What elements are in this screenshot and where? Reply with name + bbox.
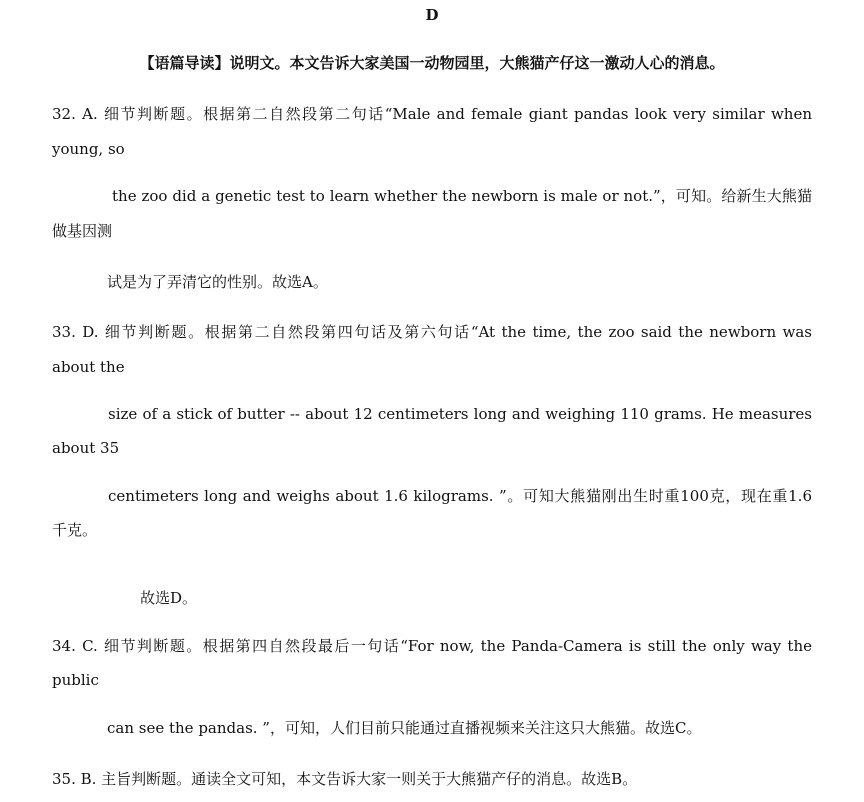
q34-line-1: 34. C. 细节判断题。根据第四自然段最后一句话“For now, the Panda-Camera is still the only way the: [52, 637, 812, 655]
q32-line-1: 32. A. 细节判断题。根据第二自然段第二句话“Male and female giant pandas look very similar when: [52, 105, 812, 123]
q35-line-1: 35. B. 主旨判断题。通读全文可知，本文告诉大家一则关于大熊猫产仔的消息。故选B。: [52, 770, 638, 788]
q33-line-6: 千克。: [52, 521, 98, 539]
q33-line-4: about 35: [52, 439, 120, 457]
q34-line-3: can see the pandas. ”，可知，人们目前只能通过直播视频来关注这只大熊猫。故选C。: [107, 719, 702, 737]
reading-guide: 【语篇导读】说明文。本文告诉大家美国一动物园里，大熊猫产仔这一激动人心的消息。: [139, 54, 725, 72]
q33-line-3: size of a stick of butter -- about 12 centimeters long and weighing 110 grams. He measures: [108, 405, 812, 423]
q32-line-3: the zoo did a genetic test to learn whether the newborn is male or not.”，可知。给新生大熊猫: [112, 187, 812, 205]
q32-line-2: young, so: [52, 140, 125, 158]
q33-line-5: centimeters long and weighs about 1.6 kilograms. ”。可知大熊猫刚出生时重100克，现在重1.6: [108, 487, 812, 505]
section-letter: D: [425, 6, 439, 24]
q34-line-2: public: [52, 671, 99, 689]
q33-line-2: about the: [52, 358, 125, 376]
q33-line-7: 故选D。: [140, 589, 198, 607]
q32-line-5: 试是为了弄清它的性别。故选A。: [107, 273, 328, 291]
q33-line-1: 33. D. 细节判断题。根据第二自然段第四句话及第六句话“At the time, the zoo said the newborn was: [52, 323, 812, 341]
q32-line-4: 做基因测: [52, 222, 113, 240]
